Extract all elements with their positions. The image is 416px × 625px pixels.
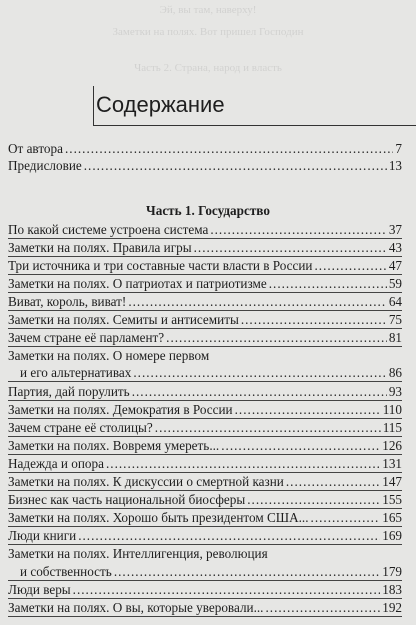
toc-entry-page: 155 — [382, 492, 402, 507]
toc-entry — [8, 599, 402, 616]
toc-entry-page: 131 — [382, 456, 402, 471]
toc-entry-title: От автора — [8, 141, 63, 156]
toc-entry-page: 165 — [382, 510, 402, 525]
toc-entry-title: Зачем стране её парламент? — [8, 330, 165, 345]
toc-entry-title: Заметки на полях. О вы, которые уверовали... — [8, 600, 264, 615]
leader-dots — [286, 473, 380, 490]
toc-entry-page: 75 — [388, 312, 402, 327]
toc-entry-page: 43 — [388, 240, 402, 255]
toc-entry-title-line2: и собственность — [20, 564, 112, 579]
toc-entry — [8, 563, 402, 580]
leader-dots — [128, 293, 386, 310]
toc-entry-page: 47 — [388, 258, 402, 273]
toc-entry-page: 169 — [382, 528, 402, 543]
leader-dots — [78, 527, 380, 544]
leader-dots — [311, 509, 381, 526]
toc-entry-page: 192 — [382, 600, 402, 615]
toc-entry-title: Люди книги — [8, 528, 77, 543]
toc-entry-page: 183 — [382, 582, 402, 597]
toc-entry-title: Партия, дай порулить — [8, 384, 130, 399]
leader-dots — [235, 401, 381, 418]
toc-entry-title: Зачем стране её столицы? — [8, 420, 153, 435]
leader-dots — [73, 581, 381, 598]
toc-entry — [8, 509, 402, 526]
toc-entry-title: Люди веры — [8, 582, 71, 597]
leader-dots — [133, 364, 386, 381]
page-title: Содержание — [96, 92, 225, 117]
toc-entry — [8, 364, 402, 381]
toc-entry — [8, 419, 402, 436]
leader-dots — [314, 257, 386, 274]
toc-entry-page: 126 — [382, 438, 402, 453]
toc-entry-title: Заметки на полях. Вовремя умереть... — [8, 438, 220, 453]
leader-dots — [241, 311, 387, 328]
toc-entry-page: 81 — [388, 330, 402, 345]
toc-entry — [8, 581, 402, 598]
toc-entry-page: 179 — [382, 564, 402, 579]
toc-entry — [8, 157, 402, 174]
toc-entry-title: Заметки на полях. О патриотах и патриотизме — [8, 276, 267, 291]
toc-entry — [8, 473, 402, 490]
leader-dots — [166, 329, 387, 346]
toc-entry-page: 115 — [382, 420, 402, 435]
leader-dots — [132, 383, 387, 400]
toc-entry-title-line1: Заметки на полях. О номере первом — [8, 348, 210, 363]
toc-entry-title: Заметки на полях. Демократия в России — [8, 402, 233, 417]
toc-entry-title: По какой системе устроена система — [8, 222, 209, 237]
leader-dots — [106, 455, 380, 472]
toc-entry-title: Предисловие — [8, 158, 82, 173]
leader-dots — [210, 221, 387, 238]
leader-dots — [65, 140, 393, 157]
toc-entry-title-line2: и его альтернативах — [20, 365, 132, 380]
part-heading: Часть 1. Государство — [146, 203, 270, 218]
leader-dots — [269, 275, 387, 292]
bleed-through-line: Часть 2. Страна, народ и власть — [134, 62, 282, 74]
toc-entry — [8, 437, 402, 454]
toc-entry-title-line1: Заметки на полях. Интеллигенция, революция — [8, 546, 268, 561]
toc-entry — [8, 311, 402, 328]
leader-dots — [194, 239, 387, 256]
bleed-through-line: Эй, вы там, наверху! — [159, 4, 257, 16]
toc-entry — [8, 293, 402, 310]
leader-dots — [84, 157, 387, 174]
toc-entry — [8, 401, 402, 418]
toc-entry — [8, 275, 402, 292]
toc-entry-page: 37 — [388, 222, 402, 237]
leader-dots — [221, 437, 380, 454]
leader-dots — [265, 599, 380, 616]
leader-dots — [114, 563, 380, 580]
toc-entry-page: 13 — [388, 158, 402, 173]
toc-entry-title: Виват, король, виват! — [8, 294, 127, 309]
row-separator — [8, 381, 402, 382]
row-separator — [8, 616, 402, 617]
toc-entry — [8, 239, 402, 256]
leader-dots — [247, 491, 380, 508]
toc-entry-page: 110 — [382, 402, 402, 417]
leader-dots — [155, 419, 381, 436]
toc-entry — [8, 257, 402, 274]
toc-entry — [8, 491, 402, 508]
toc-entry-page: 147 — [382, 474, 402, 489]
toc-entry-title: Заметки на полях. Правила игры — [8, 240, 192, 255]
toc-entry — [8, 140, 402, 157]
toc-entry — [8, 383, 402, 400]
toc-entry-title: Надежда и опора — [8, 456, 104, 471]
bleed-through-line: Заметки на полях. Вот пришел Господин — [112, 26, 304, 38]
toc-entry — [8, 455, 402, 472]
toc-entry-title: Заметки на полях. Хорошо быть президентом США... — [8, 510, 309, 525]
toc-entry-page: 59 — [388, 276, 402, 291]
toc-entry-page: 64 — [388, 294, 402, 309]
toc-entry — [8, 527, 402, 544]
toc-entry-title: Бизнес как часть национальной биосферы — [8, 492, 246, 507]
toc-entry-page: 7 — [395, 141, 402, 156]
toc-entry — [8, 221, 402, 238]
toc-entry-page: 86 — [388, 365, 402, 380]
contents-heading-box — [93, 86, 416, 126]
toc-entry — [8, 329, 402, 346]
toc-entry-title: Заметки на полях. К дискуссии о смертной казни — [8, 474, 284, 489]
toc-entry-title: Заметки на полях. Семиты и антисемиты — [8, 312, 239, 327]
toc-entry-title: Три источника и три составные части власти в России — [8, 258, 313, 273]
toc-entry-page: 93 — [388, 384, 402, 399]
